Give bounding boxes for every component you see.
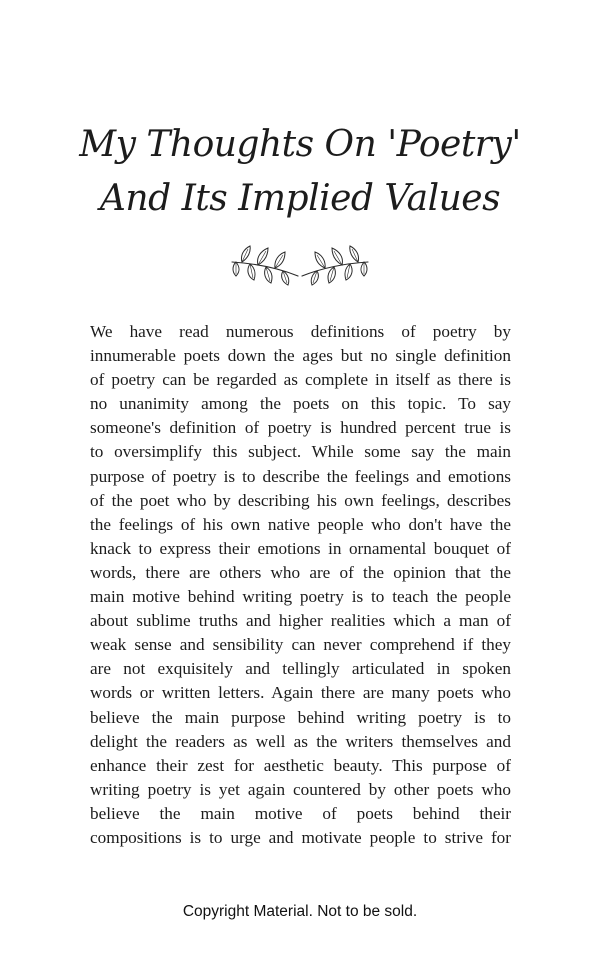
body-text-line: writing poetry is yet again countered by other poets who (90, 779, 511, 799)
chapter-title (0, 118, 600, 226)
body-text-line: We have read numerous definitions of poetry by (90, 322, 511, 341)
body-text-line: are not exquisitely and tellingly articulated in spoken (90, 659, 511, 679)
body-text-line: delight the readers as well as the writers themselves and (90, 731, 511, 751)
body-text-line: words, there are others who are of the opinion that the (90, 562, 511, 582)
chapter-title-line-1: My Thoughts On 'Poetry' (79, 124, 521, 165)
body-text-line: innumerable poets down the ages but no single definition (90, 346, 511, 366)
laurel-leaf-divider-icon (228, 240, 372, 290)
chapter-title-line-2: And Its Implied Values (99, 178, 501, 219)
body-text-line: main motive behind writing poetry is to teach the people (90, 587, 511, 607)
body-text-line: someone's definition of poetry is hundred percent true is (90, 418, 511, 438)
body-text-line: to oversimplify this subject. While some say the main (90, 442, 511, 462)
body-text-line: weak sense and sensibility can never comprehend if they (90, 635, 511, 655)
body-text-line: of poetry can be regarded as complete in itself as there is (90, 370, 511, 390)
body-text-line: enhance their zest for aesthetic beauty. This purpose of (90, 755, 511, 775)
body-text-line: about sublime truths and higher realities which a man of (90, 611, 511, 631)
copyright-notice: Copyright Material. Not to be sold. (182, 903, 418, 920)
body-text-line: no unanimity among the poets on this topic. To say (90, 394, 511, 414)
body-text-line: purpose of poetry is to describe the feelings and emotions (90, 466, 511, 486)
body-text-line: words or written letters. Again there are many poets who (90, 683, 511, 703)
body-text-line: believe the main motive of poets behind their (90, 803, 511, 823)
body-text-line: believe the main purpose behind writing poetry is to (90, 707, 511, 727)
body-text-line: of the poet who by describing his own feelings, describes (90, 490, 511, 510)
body-paragraph (90, 320, 511, 850)
body-text-line: knack to express their emotions in ornamental bouquet of (90, 538, 511, 558)
body-text-line: the feelings of his own native people who don't have the (90, 514, 511, 534)
body-text-line: compositions is to urge and motivate people to strive for (90, 827, 511, 847)
